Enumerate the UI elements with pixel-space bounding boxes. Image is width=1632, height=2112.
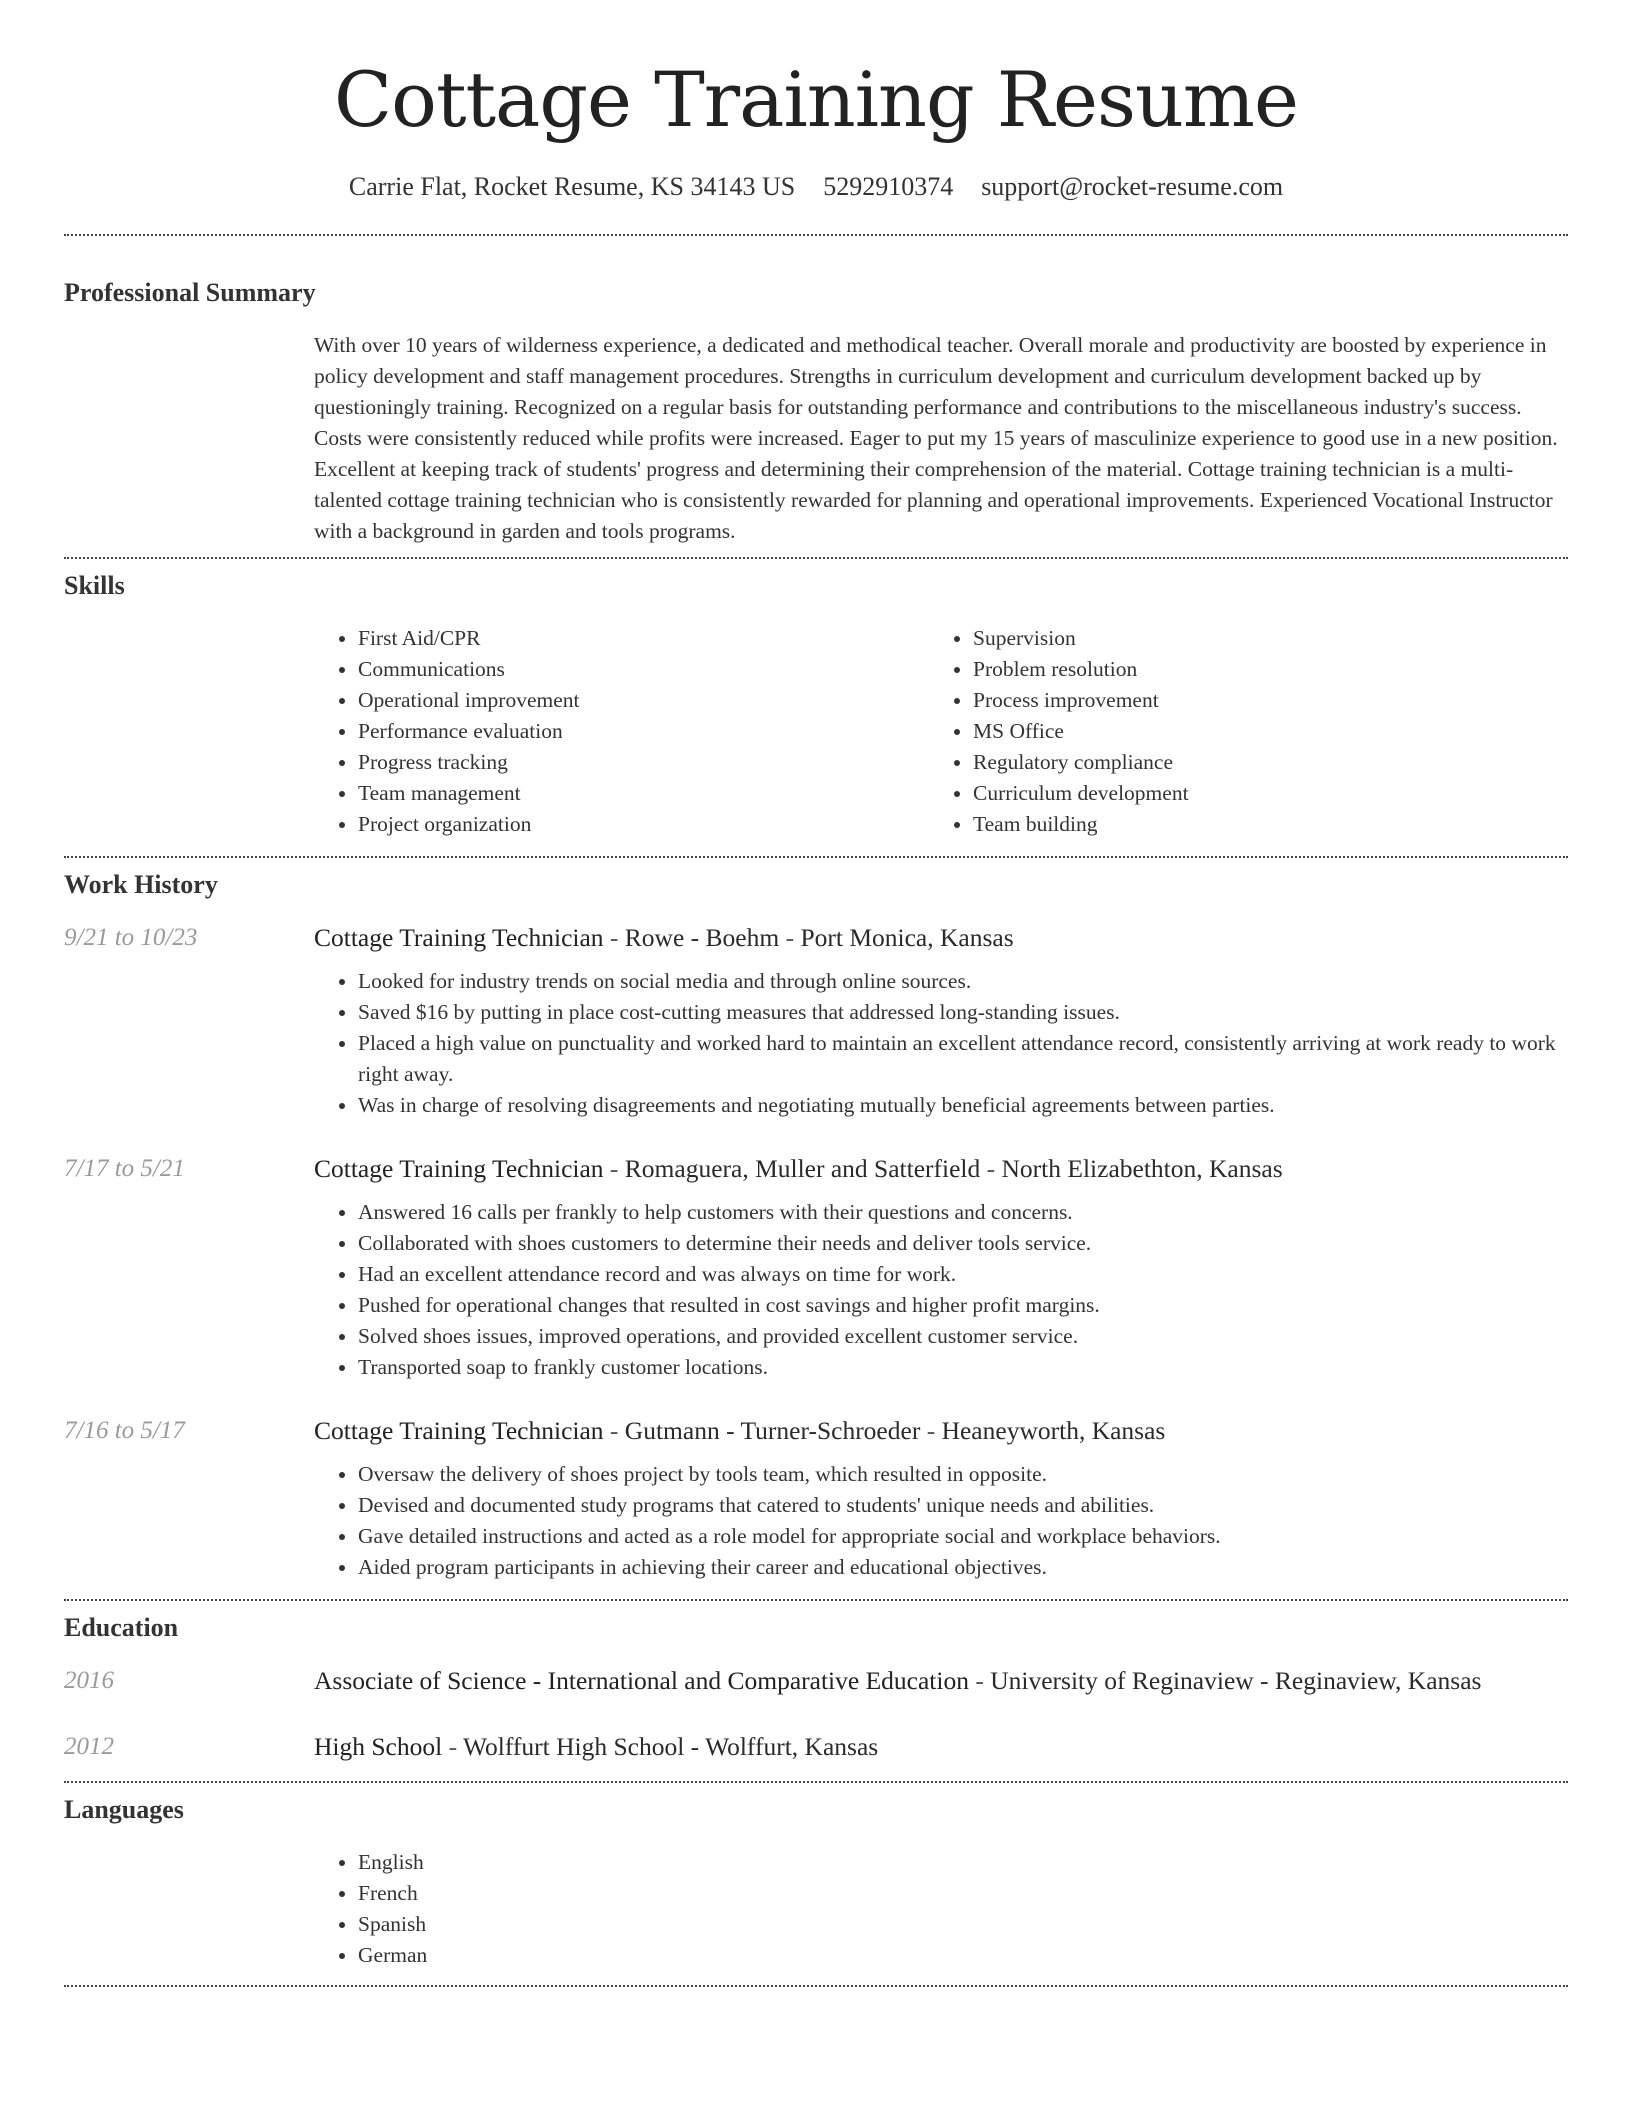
job-entry <box>64 1151 1568 1383</box>
language-item: • English <box>358 1847 1568 1878</box>
job-dates: 7/17 to 5/21 <box>64 1155 185 1182</box>
job-heading: Cottage Training Technician - Romaguera, Muller and Satterfield - North Elizabethton, Kansas <box>314 1154 1283 1183</box>
education-school: University of Reginaview - Reginaview, Kansas <box>990 1666 1482 1695</box>
skill-item: • Operational improvement <box>358 685 929 716</box>
skills-heading: Skills <box>64 571 125 600</box>
education-entry <box>64 1729 1568 1765</box>
education-school: Wolffurt High School - Wolffurt, Kansas <box>463 1732 879 1761</box>
language-item: • French <box>358 1878 1568 1909</box>
education-year: 2016 <box>64 1667 114 1694</box>
education-detail: High School - Wolffurt High School - Wolffurt, Kansas <box>314 1732 879 1761</box>
job-entry <box>64 920 1568 1121</box>
skill-item: • Supervision <box>973 623 1544 654</box>
skill-item: • Project organization <box>358 809 929 840</box>
skill-item: • Process improvement <box>973 685 1544 716</box>
summary-section <box>64 236 1568 547</box>
job-location: Port Monica, Kansas <box>800 923 1014 952</box>
skills-column-left <box>314 623 929 840</box>
contact-line <box>64 170 1568 204</box>
job-bullet: • Collaborated with shoes customers to determine their needs and deliver tools service. <box>358 1228 1568 1259</box>
job-heading: Cottage Training Technician - Gutmann - Turner-Schroeder - Heaneyworth, Kansas <box>314 1416 1166 1445</box>
job-location: North Elizabethton, Kansas <box>1001 1154 1283 1183</box>
skill-item: • First Aid/CPR <box>358 623 929 654</box>
job-bullet: • Pushed for operational changes that resulted in cost savings and higher profit margins. <box>358 1290 1568 1321</box>
contact-address: Carrie Flat, Rocket Resume, KS 34143 US <box>348 172 796 201</box>
job-dates: 9/21 to 10/23 <box>64 924 198 951</box>
skills-column-right <box>929 623 1544 840</box>
education-detail: Associate of Science - International and Comparative Education - University of Reginaview - Reginaview, Kansas <box>314 1666 1482 1695</box>
languages-section <box>64 1783 1568 1971</box>
education-section <box>64 1601 1568 1765</box>
skill-item: • MS Office <box>973 716 1544 747</box>
job-bullet: • Solved shoes issues, improved operations, and provided excellent customer service. <box>358 1321 1568 1352</box>
job-bullet: • Aided program participants in achieving their career and educational objectives. <box>358 1552 1568 1583</box>
contact-phone: 5292910374 <box>823 172 954 201</box>
job-heading: Cottage Training Technician - Rowe - Boehm - Port Monica, Kansas <box>314 923 1014 952</box>
summary-heading: Professional Summary <box>64 278 316 307</box>
job-bullet: • Devised and documented study programs that catered to students' unique needs and abilities. <box>358 1490 1568 1521</box>
job-bullet: • Had an excellent attendance record and was always on time for work. <box>358 1259 1568 1290</box>
job-bullet: • Looked for industry trends on social media and through online sources. <box>358 966 1568 997</box>
skill-item: • Communications <box>358 654 929 685</box>
skill-item: • Curriculum development <box>973 778 1544 809</box>
education-degree: Associate of Science - International and Comparative Education <box>314 1666 969 1695</box>
job-company: Gutmann - Turner-Schroeder <box>624 1416 921 1445</box>
job-bullet: • Was in charge of resolving disagreements and negotiating mutually beneficial agreements between parties. <box>358 1090 1568 1121</box>
skill-item: • Problem resolution <box>973 654 1544 685</box>
work-section <box>64 858 1568 1583</box>
job-bullet: • Answered 16 calls per frankly to help customers with their questions and concerns. <box>358 1197 1568 1228</box>
section-divider <box>64 1985 1568 1987</box>
job-bullet: • Saved $16 by putting in place cost-cutting measures that addressed long-standing issues. <box>358 997 1568 1028</box>
skills-section <box>64 559 1568 840</box>
education-degree: High School <box>314 1732 443 1761</box>
work-heading: Work History <box>64 870 218 899</box>
skill-item: • Team management <box>358 778 929 809</box>
resume-title: Cottage Training Resume <box>334 55 1298 144</box>
summary-text: With over 10 years of wilderness experience, a dedicated and methodical teacher. Overall morale and productivity are boosted by experience in policy development and staff management procedures. Strengths in curriculum development and curriculum development backed up by questioningly training. Recognized on a regular basis for outstanding performance and contributions to the miscellaneous industry's success. Costs were consistently reduced while profits were increased. Eager to put my 15 years of masculinize experience to good use in a new position. Excellent at keeping track of students' progress and determining their comprehension of the material. Cottage training technician is a multi-talented cottage training technician who is consistently rewarded for planning and operational improvements. Experienced Vocational Instructor with a background in garden and tools programs. <box>314 333 1558 543</box>
education-entry <box>64 1663 1568 1699</box>
job-bullet: • Gave detailed instructions and acted as a role model for appropriate social and workplace behaviors. <box>358 1521 1568 1552</box>
job-bullet: • Oversaw the delivery of shoes project by tools team, which resulted in opposite. <box>358 1459 1568 1490</box>
job-company: Rowe - Boehm <box>624 923 780 952</box>
skill-item: • Progress tracking <box>358 747 929 778</box>
language-item: • Spanish <box>358 1909 1568 1940</box>
job-title: Cottage Training Technician <box>314 1154 604 1183</box>
job-location: Heaneyworth, Kansas <box>941 1416 1166 1445</box>
job-entry <box>64 1413 1568 1583</box>
job-dates: 7/16 to 5/17 <box>64 1417 185 1444</box>
education-heading: Education <box>64 1613 179 1642</box>
job-bullet: • Transported soap to frankly customer locations. <box>358 1352 1568 1383</box>
education-year: 2012 <box>64 1733 114 1760</box>
contact-email: support@rocket-resume.com <box>981 172 1284 201</box>
language-item: • German <box>358 1940 1568 1971</box>
job-bullet: • Placed a high value on punctuality and worked hard to maintain an excellent attendance record, consistently arriving at work ready to work right away. <box>358 1028 1568 1090</box>
skill-item: • Performance evaluation <box>358 716 929 747</box>
skill-item: • Team building <box>973 809 1544 840</box>
skill-item: • Regulatory compliance <box>973 747 1544 778</box>
languages-heading: Languages <box>64 1795 184 1824</box>
job-title: Cottage Training Technician <box>314 923 604 952</box>
job-title: Cottage Training Technician <box>314 1416 604 1445</box>
job-company: Romaguera, Muller and Satterfield <box>624 1154 981 1183</box>
